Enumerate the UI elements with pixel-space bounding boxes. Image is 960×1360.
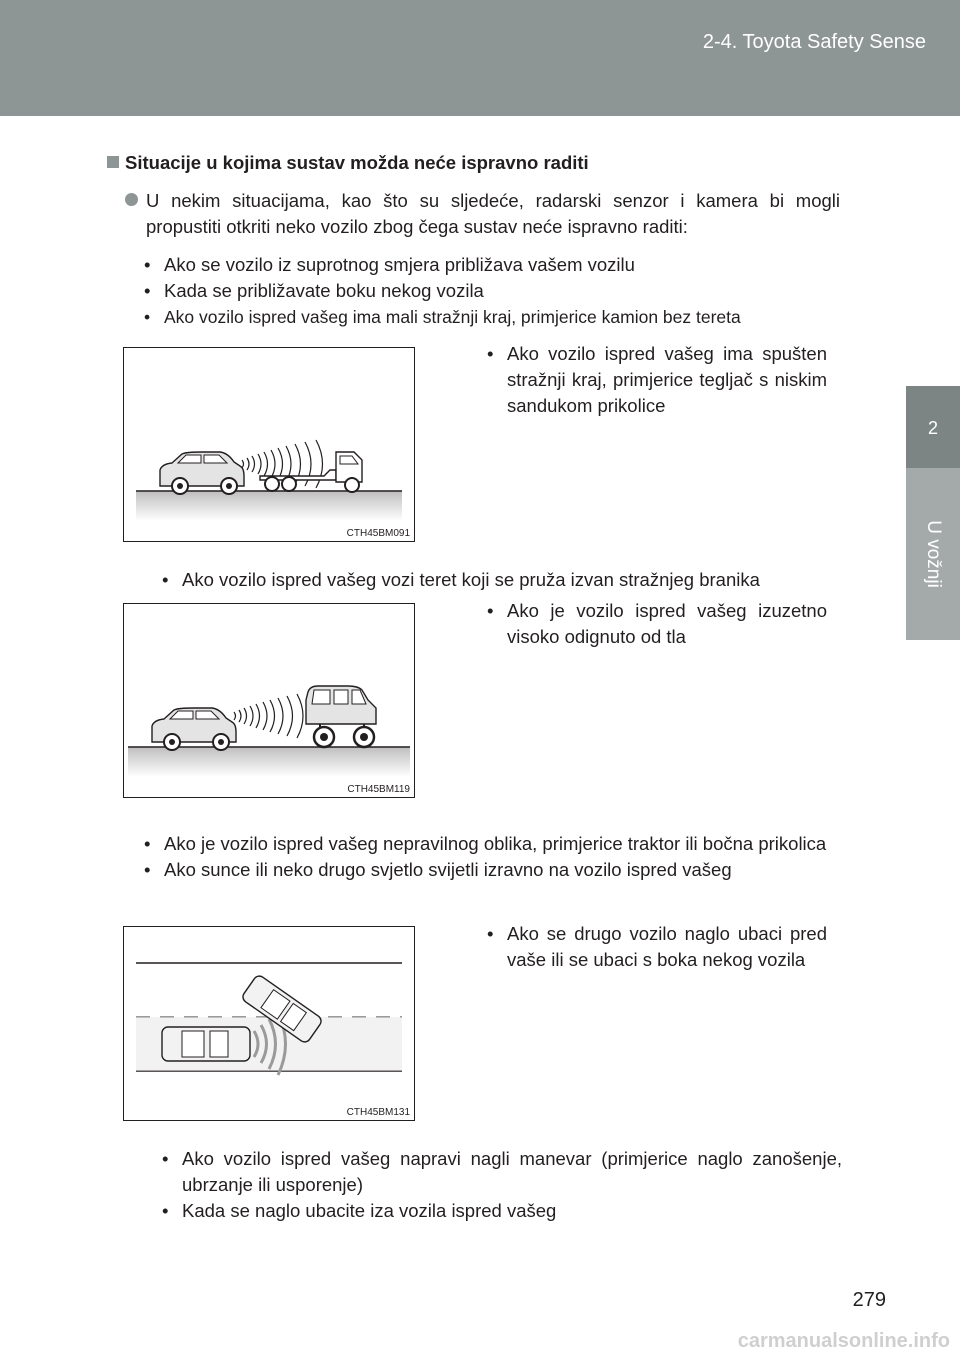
low-bed-trailer-illustration xyxy=(124,348,414,541)
round-bullet-icon xyxy=(125,193,138,206)
figure-low-bed-trailer xyxy=(123,347,415,542)
list-item: • Kada se naglo ubacite iza vozila ispred vašeg xyxy=(160,1198,842,1224)
figure-cut-in xyxy=(123,926,415,1121)
section-heading xyxy=(107,152,589,174)
list-item: • Ako je vozilo ispred vašeg nepravilnog oblika, primjerice traktor ili bočna prikolica xyxy=(142,831,842,857)
page-number: 279 xyxy=(852,1289,886,1311)
figure-high-vehicle xyxy=(123,603,415,798)
figure-3-note xyxy=(485,921,827,973)
intro-paragraph: U nekim situacijama, kao što su sljedeće, radarski senzor i kamera bi mogli propustiti otkriti neko vozilo zbog čega sustav neće ispravno raditi: xyxy=(146,190,840,237)
cut-in-illustration xyxy=(124,927,414,1120)
figure-code: CTH45BM091 xyxy=(346,528,410,539)
figure-code: CTH45BM131 xyxy=(346,1107,410,1118)
bullet-list-2 xyxy=(160,567,860,593)
chapter-number: 2 xyxy=(927,418,938,438)
chapter-title: U vožnji xyxy=(923,520,944,588)
page-header xyxy=(0,0,960,116)
list-item: • Ako se vozilo iz suprotnog smjera približava vašem vozilu xyxy=(142,252,852,278)
list-item: • Ako vozilo ispred vašeg ima spušten stražnji kraj, primjerice tegljač s niskim sandukom prikolice xyxy=(485,341,827,419)
bullet-list-1 xyxy=(142,252,852,330)
list-item: • Ako je vozilo ispred vašeg izuzetno visoko odignuto od tla xyxy=(485,598,827,650)
figure-code: CTH45BM119 xyxy=(347,784,410,795)
figure-2-note xyxy=(485,598,827,650)
list-item: • Kada se približavate boku nekog vozila xyxy=(142,278,852,304)
watermark: carmanualsonline.info xyxy=(737,1330,950,1352)
bullet-list-3 xyxy=(142,831,842,883)
list-item: • Ako vozilo ispred vašeg ima mali stražnji kraj, primjerice kamion bez tereta xyxy=(142,304,852,330)
header-title: 2-4. Toyota Safety Sense xyxy=(702,31,926,53)
square-bullet-icon xyxy=(107,156,119,168)
list-item: • Ako se drugo vozilo naglo ubaci pred vaše ili se ubaci s boka nekog vozila xyxy=(485,921,827,973)
list-item: • Ako sunce ili neko drugo svjetlo svijetli izravno na vozilo ispred vašeg xyxy=(142,857,842,883)
bullet-list-4 xyxy=(160,1146,842,1224)
list-item: • Ako vozilo ispred vašeg napravi nagli manevar (primjerice naglo zanošenje, ubrzanje ili usporenje) xyxy=(160,1146,842,1198)
figure-1-note xyxy=(485,341,827,419)
list-item: • Ako vozilo ispred vašeg vozi teret koji se pruža izvan stražnjeg branika xyxy=(160,567,860,593)
section-heading-text: Situacije u kojima sustav možda neće ispravno raditi xyxy=(125,152,589,173)
high-vehicle-illustration xyxy=(124,604,414,797)
